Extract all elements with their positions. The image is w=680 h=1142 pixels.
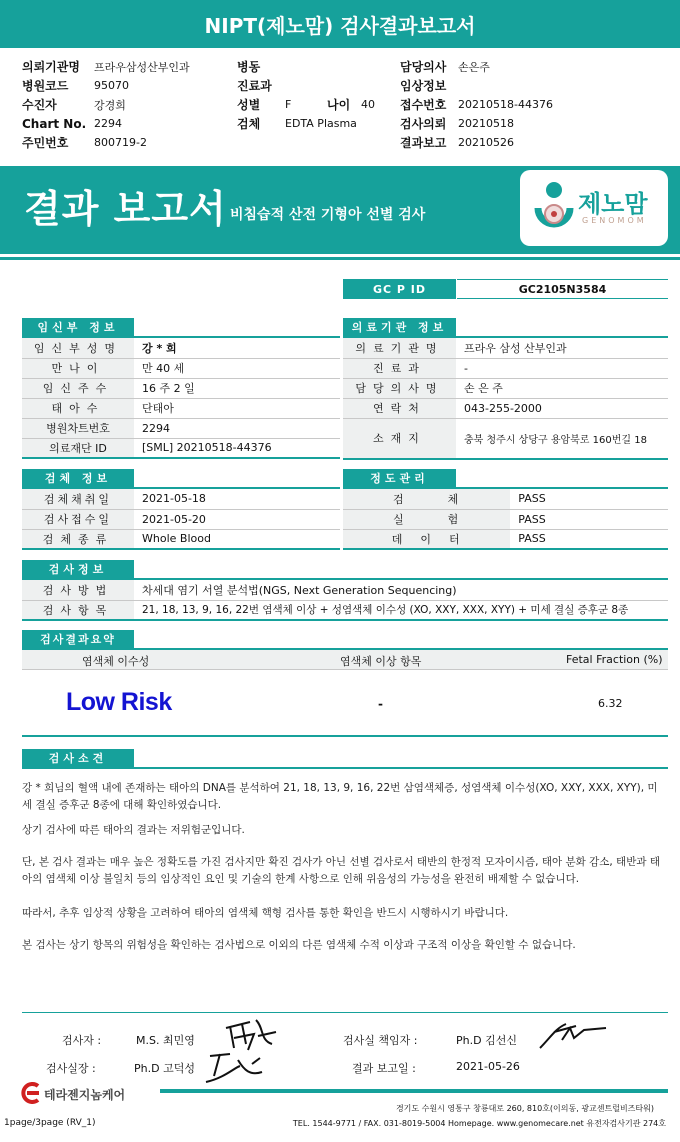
meta-label: 검체 bbox=[237, 117, 261, 131]
row-value: 2021-05-18 bbox=[134, 489, 340, 509]
report-title-bar bbox=[0, 0, 680, 48]
row-value: 2021-05-20 bbox=[134, 509, 340, 529]
meta-value: 20210518 bbox=[458, 117, 514, 130]
table-row bbox=[22, 600, 668, 620]
row-value: 차세대 염기 서열 분석법(NGS, Next Generation Sequencing) bbox=[134, 580, 668, 600]
meta-col-2 bbox=[237, 57, 387, 133]
meta-label: 접수번호 bbox=[400, 98, 447, 112]
meta-label: 진료과 bbox=[237, 79, 272, 93]
row-value: Whole Blood bbox=[134, 529, 340, 549]
meta-label: 성별 bbox=[237, 98, 261, 112]
gcpid-value: GC2105N3584 bbox=[457, 279, 668, 299]
row-value: 단태아 bbox=[134, 398, 340, 418]
row-label: 검체채취일 bbox=[22, 489, 134, 509]
row-label: 의료기관명 bbox=[343, 338, 456, 358]
test-info-heading: 검사정보 bbox=[22, 560, 134, 578]
banner-subtitle: 비침습적 산전 기형아 선별 검사 bbox=[230, 207, 426, 223]
row-label: 검사방법 bbox=[22, 580, 134, 600]
table-row bbox=[343, 358, 668, 378]
row-label: 데이터 bbox=[343, 529, 510, 549]
table-row bbox=[343, 489, 668, 509]
section-rule bbox=[22, 735, 668, 737]
qc-table bbox=[343, 489, 668, 550]
institution-info-table bbox=[343, 338, 668, 460]
row-label: 검사접수일 bbox=[22, 509, 134, 529]
specimen-info-table bbox=[22, 489, 340, 550]
findings-paragraph: 따라서, 추후 임상적 상황을 고려하여 태아의 염색체 핵형 검사를 통한 확인을 반드시 시행하시기 바랍니다. bbox=[22, 907, 509, 919]
table-row bbox=[22, 509, 340, 529]
row-value: 만 40 세 bbox=[134, 358, 340, 378]
section-rule bbox=[22, 767, 668, 769]
meta-value: 손은주 bbox=[458, 60, 490, 74]
pregnant-info-heading: 임신부 정보 bbox=[22, 318, 134, 336]
row-label: 검체종류 bbox=[22, 529, 134, 549]
signature-divider bbox=[22, 1012, 668, 1013]
company-name: 테라젠지놈케어 bbox=[44, 1088, 126, 1102]
table-row bbox=[22, 418, 340, 438]
row-value: PASS bbox=[510, 529, 668, 549]
meta-value: 프라우삼성산부인과 bbox=[94, 60, 190, 74]
row-value: PASS bbox=[510, 509, 668, 529]
banner-divider bbox=[0, 257, 680, 260]
table-row bbox=[22, 338, 340, 358]
gcpid-label: GC P ID bbox=[343, 279, 456, 299]
meta-label: 병동 bbox=[237, 60, 261, 74]
meta-value: EDTA Plasma bbox=[285, 117, 357, 130]
row-label: 임신주수 bbox=[22, 378, 134, 398]
test-info-table bbox=[22, 580, 668, 621]
result-low-risk: Low Risk bbox=[66, 688, 172, 716]
meta-label: 병원코드 bbox=[22, 79, 69, 93]
row-value: 강 * 희 bbox=[134, 338, 340, 358]
summary-col-aneuploidy: 염색체 이수성 bbox=[82, 655, 150, 668]
meta-label: 임상정보 bbox=[400, 79, 447, 93]
findings-paragraph: 본 검사는 상기 항목의 위험성을 확인하는 검사법으로 이외의 다른 염색체 수적 이상과 구조적 이상을 확인할 수 없습니다. bbox=[22, 939, 576, 951]
row-value: 프라우 삼성 산부인과 bbox=[456, 338, 668, 358]
logo-subtext: GENOMOM bbox=[582, 216, 647, 225]
pregnant-info-table bbox=[22, 338, 340, 459]
meta-label: 주민번호 bbox=[22, 136, 69, 150]
meta-col-1 bbox=[22, 57, 190, 152]
meta-label: 결과보고 bbox=[400, 136, 447, 150]
director-signature-icon bbox=[200, 1048, 272, 1088]
institution-info-heading: 의료기관 정보 bbox=[343, 318, 456, 336]
meta-value: 2294 bbox=[94, 117, 122, 130]
summary-col-fetal-fraction: Fetal Fraction (%) bbox=[566, 653, 663, 666]
row-label: 담당의사명 bbox=[343, 378, 456, 398]
logo-wordmark: 제노맘 bbox=[578, 190, 648, 218]
table-row bbox=[22, 358, 340, 378]
report-title: NIPT(제노맘) 검사결과보고서 bbox=[204, 13, 476, 38]
table-row bbox=[22, 438, 340, 458]
row-value: [SML] 20210518-44376 bbox=[134, 438, 340, 458]
row-value: - bbox=[456, 358, 668, 378]
row-value: PASS bbox=[510, 489, 668, 509]
qc-heading: 정도관리 bbox=[343, 469, 456, 487]
footer-divider bbox=[160, 1089, 668, 1093]
meta-col-3 bbox=[400, 57, 553, 152]
row-value: 21, 18, 13, 9, 16, 22번 염색체 이상 + 성염색체 이수성 (XO, XXY, XXX, XYY) + 미세 결실 증후군 8종 bbox=[134, 600, 668, 620]
meta-label: 담당의사 bbox=[400, 60, 447, 74]
table-row bbox=[343, 418, 668, 459]
findings-paragraph: 강 * 희님의 혈액 내에 존재하는 태아의 DNA를 분석하여 21, 18, 13, 9, 16, 22번 삼염색체증, 성염색체 이수성(XO, XXY, XXX, XYY), 미세 결실 증후군 8종에 대해 확인하였습니다. bbox=[22, 782, 658, 811]
summary-heading: 검사결과요약 bbox=[22, 630, 134, 648]
meta-value: 40 bbox=[361, 98, 375, 111]
table-row bbox=[22, 529, 340, 549]
table-row bbox=[343, 378, 668, 398]
row-label: 소재지 bbox=[343, 418, 456, 459]
meta-value: 800719-2 bbox=[94, 136, 147, 149]
row-label: 태아수 bbox=[22, 398, 134, 418]
table-row bbox=[343, 509, 668, 529]
table-row bbox=[22, 489, 340, 509]
meta-label: 의뢰기관명 bbox=[22, 60, 80, 74]
meta-value: 20210518-44376 bbox=[458, 98, 553, 111]
row-label: 실험 bbox=[343, 509, 510, 529]
meta-label: 검사의뢰 bbox=[400, 117, 447, 131]
table-row bbox=[343, 338, 668, 358]
lab-head-name: Ph.D 김선신 bbox=[456, 1034, 517, 1047]
row-label: 진료과 bbox=[343, 358, 456, 378]
meta-label: Chart No. bbox=[22, 116, 87, 131]
row-label: 만나이 bbox=[22, 358, 134, 378]
findings-paragraph: 상기 검사에 따른 태아의 결과는 저위험군입니다. bbox=[22, 824, 245, 836]
lab-head-signature-icon bbox=[536, 1018, 608, 1052]
findings-heading: 검사소견 bbox=[22, 749, 134, 767]
row-label: 검체 bbox=[343, 489, 510, 509]
meta-value: 95070 bbox=[94, 79, 129, 92]
footer-address: 경기도 수원시 영통구 창룡대로 260, 810호(이의동, 광교센트럴비즈타워) bbox=[395, 1104, 654, 1113]
meta-value: 20210526 bbox=[458, 136, 514, 149]
page-indicator: 1page/3page (RV_1) bbox=[4, 1118, 96, 1128]
lab-head-label: 검사실 책임자 : bbox=[343, 1034, 418, 1047]
summary-col-abnormal: 염색체 이상 항목 bbox=[340, 655, 422, 668]
table-row bbox=[22, 580, 668, 600]
meta-label: 나이 bbox=[327, 98, 351, 112]
row-label: 검사항목 bbox=[22, 600, 134, 620]
findings-paragraph: 단, 본 검사 결과는 매우 높은 정확도를 가진 검사지만 확진 검사가 아닌 선별 검사로서 태반의 한정적 모자이시즘, 태아 분화 감소, 태반과 태아의 염색체 이상 불일치 등의 임상적인 요인 및 기술의 한계 사항으로 인해 위음성의 가능성을 완전히 배제할 수 없습니다. bbox=[22, 856, 660, 885]
meta-value: F bbox=[285, 98, 292, 111]
report-date-value: 2021-05-26 bbox=[456, 1060, 520, 1073]
row-label: 병원차트번호 bbox=[22, 418, 134, 438]
specimen-info-heading: 검체 정보 bbox=[22, 469, 134, 487]
meta-label: 수진자 bbox=[22, 98, 57, 112]
meta-value: 강경희 bbox=[94, 98, 126, 112]
row-label: 연락처 bbox=[343, 398, 456, 418]
fetal-fraction-value: 6.32 bbox=[598, 697, 623, 710]
table-row bbox=[22, 398, 340, 418]
report-date-label: 결과 보고일 : bbox=[352, 1062, 416, 1075]
row-value: 043-255-2000 bbox=[456, 398, 668, 418]
row-value: 16 주 2 일 bbox=[134, 378, 340, 398]
row-label: 임신부성명 bbox=[22, 338, 134, 358]
table-row bbox=[22, 378, 340, 398]
genomom-emblem-icon bbox=[528, 178, 580, 238]
director-label: 검사실장 : bbox=[46, 1062, 96, 1075]
row-value: 손 은 주 bbox=[456, 378, 668, 398]
row-value: 충북 청주시 상당구 용암북로 160번길 18 bbox=[456, 418, 668, 459]
company-logo-icon bbox=[16, 1082, 44, 1104]
row-label: 의료재단 ID bbox=[22, 438, 134, 458]
table-row bbox=[343, 398, 668, 418]
banner-title: 결과 보고서 bbox=[24, 187, 227, 231]
director-name: Ph.D 고덕성 bbox=[134, 1062, 195, 1075]
genomom-logo bbox=[520, 170, 668, 246]
tester-name: M.S. 최민영 bbox=[136, 1034, 195, 1047]
abnormal-value: - bbox=[378, 697, 383, 711]
row-value: 2294 bbox=[134, 418, 340, 438]
table-row bbox=[343, 529, 668, 549]
footer-contact: TEL. 1544-9771 / FAX. 031-8019-5004 Homepage. www.genomecare.net 유전자검사기관 274호 bbox=[292, 1119, 666, 1128]
tester-label: 검사자 : bbox=[62, 1034, 102, 1047]
